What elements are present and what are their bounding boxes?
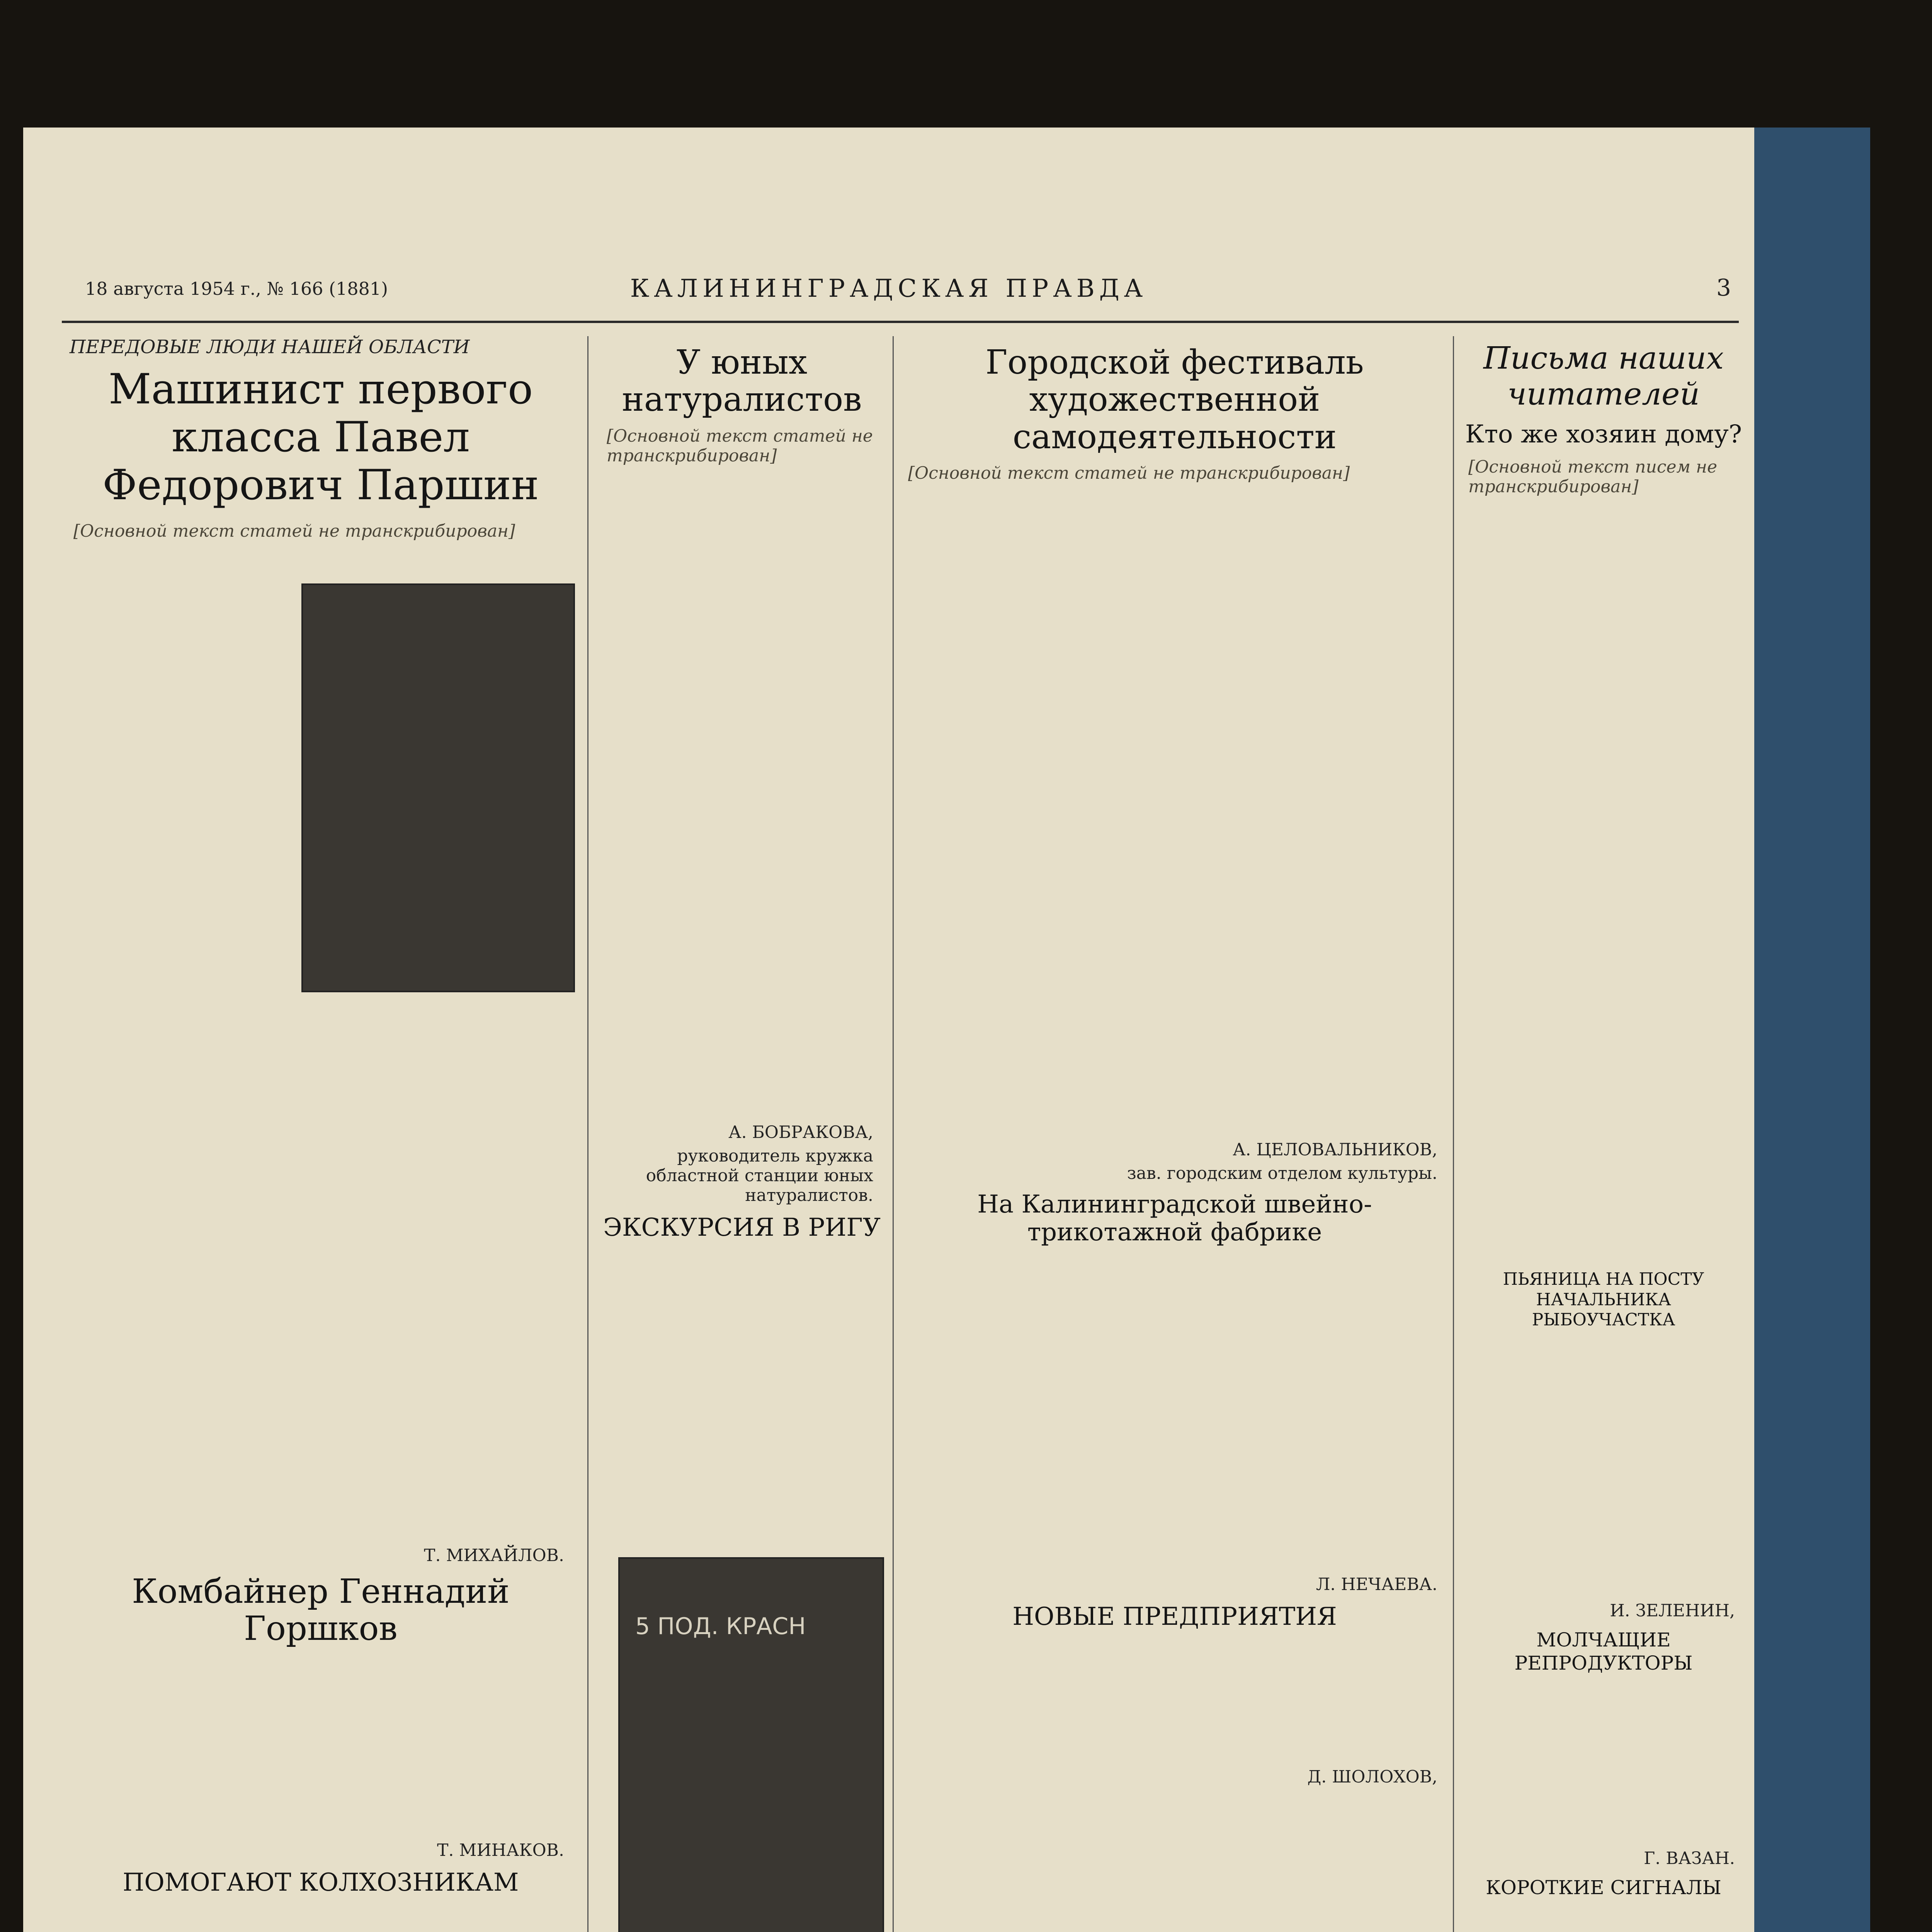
headline-naturalists: У юных натуралистов [622, 343, 862, 419]
headline-parshin: Машинист первого класса Павел Федорович Паршин [102, 365, 539, 510]
body-note: [Основной текст статей не транскрибирован] [908, 463, 1350, 483]
byline-mikhailov: Т. МИХАЙЛОВ. [424, 1545, 564, 1565]
byline-minakov: Т. МИНАКОВ. [437, 1840, 564, 1861]
binding-edge [1754, 128, 1870, 1932]
headline-riga-trip: ЭКСКУРСИЯ В РИГУ [603, 1213, 881, 1242]
column-rule-2 [893, 336, 894, 1932]
headline-drunkard: ПЬЯНИЦА НА ПОСТУ НАЧАЛЬНИКА РЫБОУЧАСТКА [1503, 1269, 1704, 1330]
section-kicker: ПЕРЕДОВЫЕ ЛЮДИ НАШЕЙ ОБЛАСТИ [70, 336, 470, 358]
masthead-rule [62, 321, 1739, 323]
headline-gorshkov: Комбайнер Геннадий Горшков [132, 1572, 510, 1648]
headline-short-signals: КОРОТКИЕ СИГНАЛЫ [1486, 1876, 1721, 1899]
photo-sign-text: 5 ПОД. КРАСН [635, 1613, 806, 1640]
issue-line: 18 августа 1954 г., № 166 (1881) [85, 278, 388, 299]
headline-festival: Городской фестиваль художественной самодеятельности [985, 343, 1364, 456]
portrait-photo [301, 583, 575, 992]
masthead [23, 267, 1754, 328]
column-4 [1464, 336, 1743, 1932]
byline-bobrakova-role: руководитель кружка областной станции юных натуралистов. [646, 1146, 873, 1205]
byline-vazan: Г. ВАЗАН. [1644, 1849, 1735, 1869]
headline-kolkhoz-help: ПОМОГАЮТ КОЛХОЗНИКАМ [122, 1868, 519, 1897]
page-number: 3 [1716, 274, 1731, 301]
byline-tselovalnikov: А. ЦЕЛОВАЛЬНИКОВ, [1233, 1139, 1437, 1160]
newspaper-page [23, 128, 1754, 1932]
column-1 [70, 336, 572, 1932]
byline-sholokhov: Д. ШОЛОХОВ, [1307, 1767, 1437, 1787]
body-note: [Основной текст статей не транскрибирован] [73, 521, 515, 541]
headline-house-owner: Кто же хозяин дому? [1465, 420, 1742, 449]
column-2 [603, 336, 881, 1250]
column-3 [904, 336, 1445, 1791]
worker-photo [618, 1557, 884, 1932]
body-note: [Основной текст писем не транскрибирован] [1468, 457, 1717, 497]
newspaper-title: КАЛИНИНГРАДСКАЯ ПРАВДА [630, 274, 1148, 303]
headline-letters: Письма наших читателей [1483, 340, 1724, 412]
byline-bobrakova: А. БОБРАКОВА, [728, 1122, 873, 1142]
byline-nechaeva: Л. НЕЧАЕВА. [1316, 1575, 1437, 1595]
column-rule-3 [1453, 336, 1454, 1932]
byline-tselovalnikov-role: зав. городским отделом культуры. [1127, 1163, 1437, 1183]
byline-zelenin: И. ЗЕЛЕНИН, [1610, 1601, 1735, 1621]
headline-sewing-factory: На Калининградской швейно-трикотажной фабрике [977, 1190, 1372, 1247]
column-rule-1 [587, 336, 588, 1932]
headline-silent-speakers: МОЛЧАЩИЕ РЕПРОДУКТОРЫ [1514, 1629, 1693, 1675]
headline-new-enterprises: НОВЫЕ ПРЕДПРИЯТИЯ [1012, 1602, 1337, 1631]
body-note: [Основной текст статей не транскрибирован] [607, 426, 873, 466]
